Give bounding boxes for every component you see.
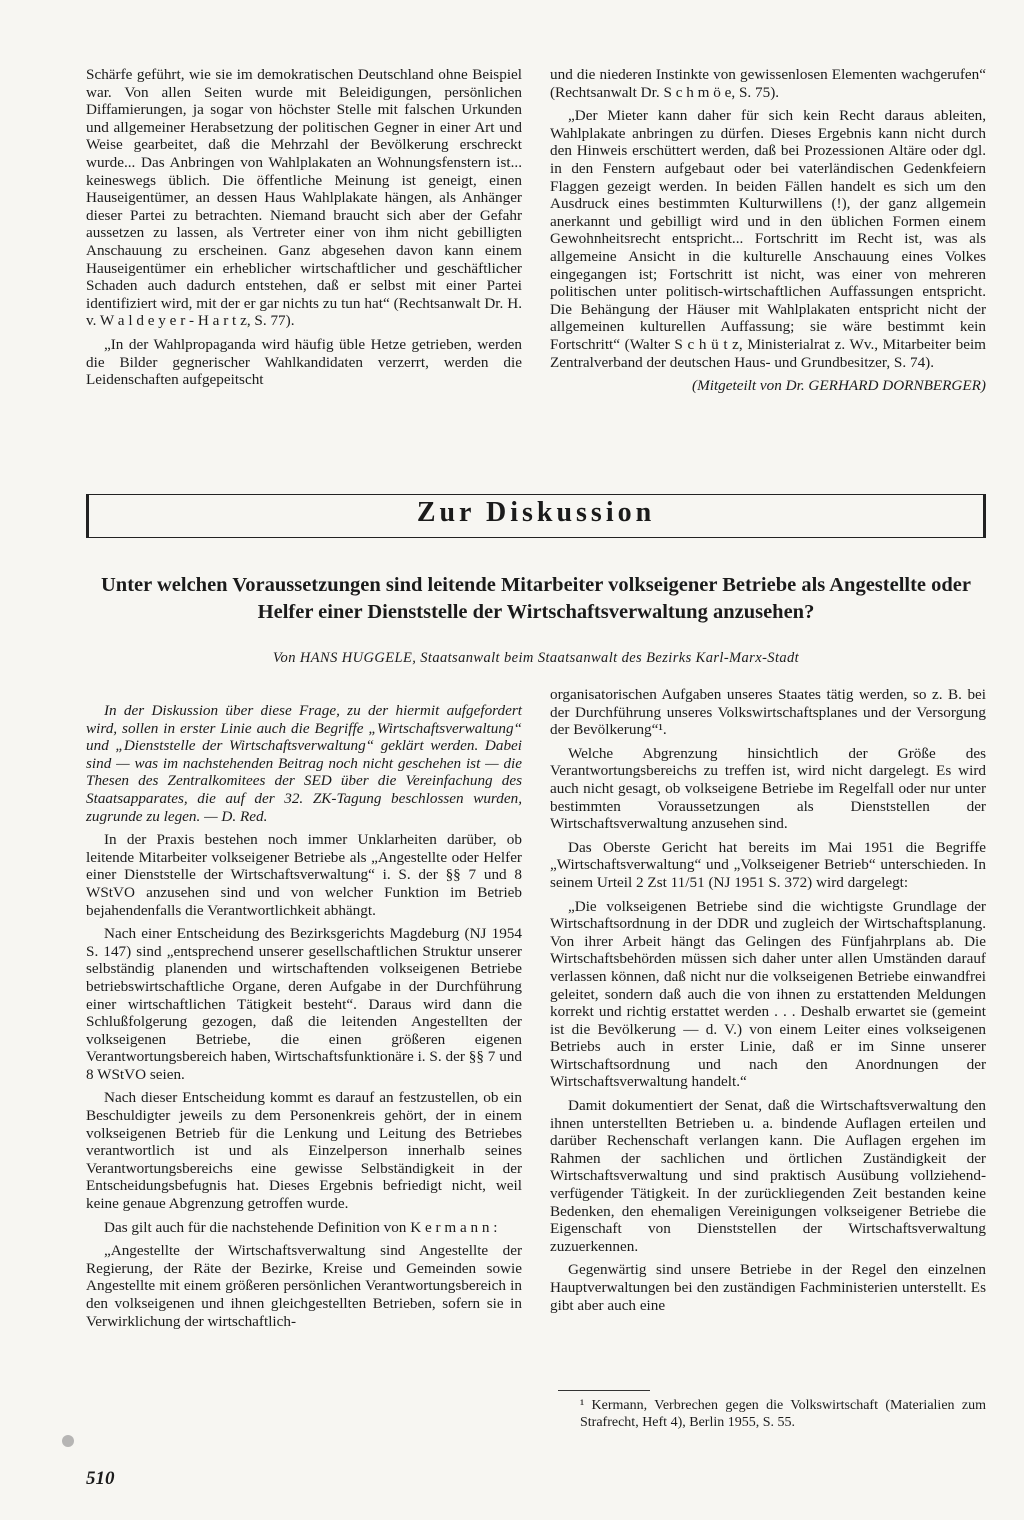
editorial-note: In der Diskussion über diese Frage, zu der hiermit aufgefordert wird, sollen in erster Linie auch die Begriffe „Wirtschaftsverwaltung“ und „Dienststelle der Wirtschaftsverwaltung“ geklärt werden. Dabei sind — was im nachstehenden Beitrag noch nicht geschehen ist — die Thesen des Zentralkomitees der SED über die Vereinfachung des Staatsapparates, die auf der 32. ZK-Tagung beschlossen wurden, zugrunde zu legen. — D. Red. (86, 702, 522, 825)
paragraph: Damit dokumentiert der Senat, daß die Wirtschaftsverwaltung den ihnen unterstellten Betrieben u. a. bindende Auflagen erteilen und darüber Rechenschaft verlangen kann. Die Auflagen ergehen im Rahmen der sachlichen und örtlichen Zuständigkeit der Wirtschaftsverwaltung und sind praktisch Ausübung vollziehend-verfügender Tätigkeit. In der zurückliegenden Zeit bestanden keine Bedenken, den ehemaligen Vereinigungen volkseigener Betriebe die Eigenschaft von Dienststellen der Wirtschaftsverwaltung zuzuerkennen. (550, 1097, 986, 1255)
footnote: ¹ Kermann, Verbrechen gegen die Volkswirtschaft (Materialien zum Strafrecht, Heft 4), Berlin 1955, S. 55. (580, 1398, 986, 1430)
attribution: (Mitgeteilt von Dr. GERHARD DORNBERGER) (692, 377, 986, 395)
footnote-divider (558, 1390, 650, 1391)
paragraph: „Der Mieter kann daher für sich kein Recht daraus ableiten, Wahlplakate anbringen zu dürfen. Dieses Ergebnis kann nicht durch den Hinweis erschüttert werden, daß bei Prozessionen Altäre oder dgl. in den Fenstern aufgebaut oder bei vaterländischen Gedenkfeiern Flaggen gezeigt werden. In beiden Fällen handelt es sich um den Ausdruck eines bestimmten Kulturwillens (!), der ganz allgemein anerkannt und gebilligt wird und in den üblichen Formen einem Gewohnheitsrecht entspricht... Fortschritt im Recht ist, was als allgemeine Ansicht in die kulturelle Anschauung eines Volkes eingegangen ist; Fortschritt ist nicht, was einer von mehreren politischen unter politisch-wirtschaftlichen Auffassungen entspricht. Die Behängung der Häuser mit Wahlplakaten entspricht nicht der allgemeinen kulturellen Auffassung; sie wäre bestimmt kein Fortschritt“ (Walter S c h ü t z, Ministerialrat z. Wv., Mitarbeiter beim Zentralverband der deutschen Haus- und Grundbesitzer, S. 74). (550, 107, 986, 371)
paragraph: Schärfe geführt, wie sie im demokratischen Deutschland ohne Beispiel war. Von allen Seiten wurde mit Beleidigungen, persönlichen Diffamierungen, ja sogar von höchster Stelle mit falschen Urkunden und allgemeiner Herabsetzung der politischen Gegner in einer Art und Weise gearbeitet, daß die Mehrzahl der Bevölkerung erschreckt wurde... Das Anbringen von Wahlplakaten an Wohnungsfenstern ist... keineswegs üblich. Die öffentliche Meinung ist geneigt, einen Hauseigentümer, an dessen Haus Wahlplakate hängen, als Anhänger dieser Partei zu betrachten. Niemand braucht sich aber der Gefahr aussetzen zu lassen, als Vertreter einer von ihm nicht gebilligten Anschauung zu erscheinen. Ganz abgesehen davon kann einem Hauseigentümer ein erheblicher wirtschaftlicher und geschäftlicher Schaden auch dadurch entstehen, daß er selbst mit einer Partei identifiziert wird, mit der er gar nichts zu tun hat“ (Rechtsanwalt Dr. H. v. W a l d e y e r - H a r t z, S. 77). (86, 66, 522, 330)
quotation: „Angestellte der Wirtschaftsverwaltung sind Angestellte der Regierung, der Räte der Bezirke, Kreise und Gemeinden sowie Angestellte mit einem größeren persönlichen Verantwortungsbereich in den volkseigenen und ihnen gleichgestellten Betrieben, sofern sie in Verwirklichung der wirtschaftlich- (86, 1242, 522, 1330)
quotation: „Die volkseigenen Betriebe sind die wichtigste Grundlage der Wirtschaftsordnung in der DDR und zugleich der Wirtschaftsplanung. Von ihrer Arbeit hängt das Gelingen des Fünfjahrplans ab. Die Wirtschaftsbehörden müssen sich daher unter allen Umständen darauf verlassen können, daß nicht nur die volkseigenen Betriebe einwandfrei geleitet, sondern daß auch die von ihnen zu erstattenden Meldungen korrekt und richtig erstattet werden . . . Deshalb erwartet sie (gemeint ist die Bevölkerung — d. V.) von einem Leiter eines volkseigenen Betriebs auch in erster Linie, daß er im Sinne unserer Wirtschaftsordnung und nach den Anordnungen der Wirtschaftsverwaltung handelt.“ (550, 897, 986, 1091)
paragraph: Nach dieser Entscheidung kommt es darauf an festzustellen, ob ein Beschuldigter jeweils zu dem Personenkreis gehört, der in einem volkseigenen Betrieb für die Lenkung und Leitung des Betriebes verantwortlich ist und als Einzelperson innerhalb seines Verantwortungsbereichs eine gewisse Selbständigkeit in der Entscheidungsbefugnis hat. Dieses Ergebnis befriedigt nicht, weil keine genaue Abgrenzung getroffen wurde. (86, 1089, 522, 1213)
top-right-column (550, 66, 986, 401)
bottom-left-column (86, 702, 522, 1336)
page-number: 510 (86, 1468, 115, 1489)
paragraph: Das gilt auch für die nachstehende Definition von K e r m a n n : (104, 1218, 498, 1236)
paragraph: Nach einer Entscheidung des Bezirksgerichts Magdeburg (NJ 1954 S. 147) sind „entsprechend unserer gesellschaftlichen Struktur unserer selbständig planenden und wirtschaftenden volkseigenen Betriebe betriebswirtschaftliche Organe, deren Aufgabe in der Durchführung einer wirtschaftlichen Tätigkeit besteht“. Daraus wird dann die Schlußfolgerung gezogen, daß die leitenden Angestellten der volkseigenen Betriebe, die einen größeren eigenen Verantwortungsbereich haben, Wirtschaftsfunktionäre i. S. der §§ 7 und 8 WStVO seien. (86, 925, 522, 1083)
paragraph: und die niederen Instinkte von gewissenlosen Elementen wachgerufen“ (Rechtsanwalt Dr. S c h m ö e, S. 75). (550, 66, 986, 101)
bottom-right-column (550, 686, 986, 1320)
article-headline: Unter welchen Voraussetzungen sind leitende Mitarbeiter volkseigener Betriebe als Angestellte oder Helfer einer Dienststelle der Wirtschaftsverwaltung anzusehen? (100, 574, 971, 623)
paragraph: In der Praxis bestehen noch immer Unklarheiten darüber, ob leitende Mitarbeiter volkseigener Betriebe als „Angestellte oder Helfer einer Dienststelle der Wirtschaftsverwaltung“ i. S. der §§ 7 und 8 WStVO anzusehen sind und von welcher Funktion im Betrieb bejahendenfalls die Verantwortlichkeit abhängt. (86, 831, 522, 919)
section-title: Zur Diskussion (416, 497, 656, 528)
footnote-block (550, 1398, 986, 1437)
paragraph: „In der Wahlpropaganda wird häufig üble Hetze getrieben, werden die Bilder gegnerischer Wahlkandidaten verzerrt, werden die Leidenschaften aufgepeitscht (86, 335, 522, 389)
ink-smudge (62, 1435, 74, 1447)
paragraph: Das Oberste Gericht hat bereits im Mai 1951 die Begriffe „Wirtschaftsverwaltung“ und „Volkseigener Betrieb“ unterschieden. In seinem Urteil 2 Zst 11/51 (NJ 1951 S. 372) wird dargelegt: (550, 838, 986, 891)
top-left-column (86, 66, 522, 395)
paragraph: Gegenwärtig sind unsere Betriebe in der Regel den einzelnen Hauptverwaltungen bei den zuständigen Fachministerien unterstellt. Es gibt aber auch eine (550, 1261, 986, 1314)
paragraph: organisatorischen Aufgaben unseres Staates tätig werden, so z. B. bei der Durchführung unseres Volkswirtschaftsplanes und der Versorgung der Bevölkerung“¹. (550, 686, 986, 739)
paragraph: Welche Abgrenzung hinsichtlich der Größe des Verantwortungsbereichs zu treffen ist, wird nicht dargelegt. Es wird auch nicht gesagt, ob volkseigene Betriebe im Regelfall oder nur unter bestimmten Voraussetzungen als Dienststellen der Wirtschaftsverwaltung anzusehen sind. (550, 744, 986, 833)
article-byline: Von HANS HUGGELE, Staatsanwalt beim Staatsanwalt des Bezirks Karl-Marx-Stadt (272, 650, 800, 666)
